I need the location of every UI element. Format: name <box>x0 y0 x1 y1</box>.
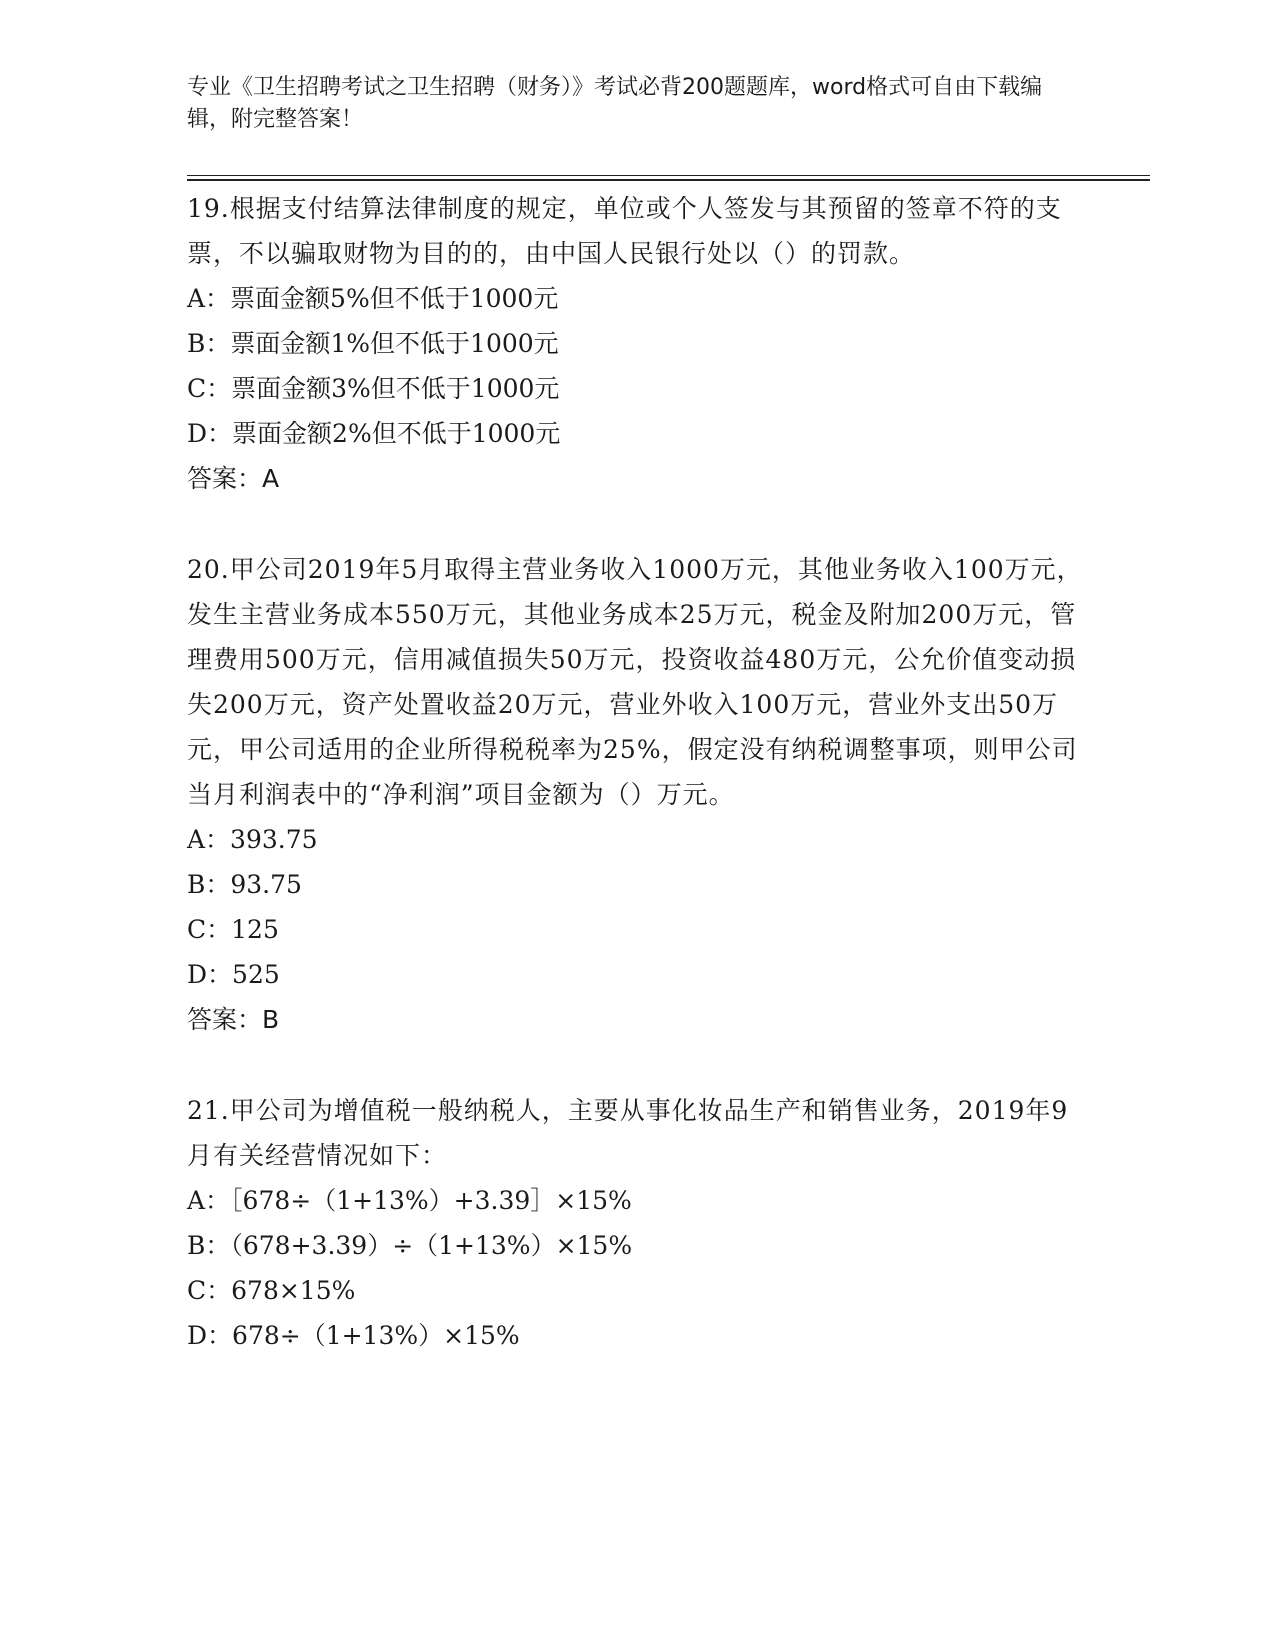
question-text: 20.甲公司2019年5月取得主营业务收入1000万元，其他业务收入100万元，发生主营业务成本550万元，其他业务成本25万元，税金及附加200万元，管理费用500万元，信用减值损失50万元，投资收益480万元，公允价值变动损失200万元，资产处置收益20万元，营业外收入100万元，营业外支出50万元，甲公司适用的企业所得税税率为25%，假定没有纳税调整事项，则甲公司当月利润表中的“净利润”项目金额为（）万元。 <box>187 555 1083 809</box>
option-b: B：93.75 <box>187 870 302 899</box>
option-b: B：（678+3.39）÷（1+13%）×15% <box>187 1231 633 1260</box>
option-c: C：票面金额3%但不低于1000元 <box>187 374 560 403</box>
option-c: C：678×15% <box>187 1276 356 1305</box>
header-divider-thin <box>187 175 1150 176</box>
question-spacer <box>187 501 1087 547</box>
option-b: B：票面金额1%但不低于1000元 <box>187 329 559 358</box>
option-d: D：678÷（1+13%）×15% <box>187 1321 520 1350</box>
question-list <box>187 186 1087 1358</box>
answer-line: 答案：A <box>187 464 280 493</box>
option-a: A：［678÷（1+13%）+3.39］×15% <box>187 1186 632 1215</box>
answer-line: 答案：B <box>187 1005 280 1034</box>
option-a: A：票面金额5%但不低于1000元 <box>187 284 559 313</box>
option-d: D：525 <box>187 960 280 989</box>
question-spacer <box>187 1042 1087 1088</box>
question-19 <box>187 186 1087 501</box>
option-d: D：票面金额2%但不低于1000元 <box>187 419 561 448</box>
option-c: C：125 <box>187 915 279 944</box>
question-21 <box>187 1088 1087 1358</box>
question-text: 19.根据支付结算法律制度的规定，单位或个人签发与其预留的签章不符的支票，不以骗取财物为目的的，由中国人民银行处以（）的罚款。 <box>187 194 1062 268</box>
question-text: 21.甲公司为增值税一般纳税人，主要从事化妆品生产和销售业务，2019年9月有关经营情况如下： <box>187 1096 1069 1170</box>
header-divider-thick <box>187 179 1150 181</box>
question-20 <box>187 547 1087 1042</box>
document-header: 专业《卫生招聘考试之卫生招聘（财务）》考试必背200题题库，word格式可自由下载编辑，附完整答案！ <box>187 75 1043 132</box>
option-a: A：393.75 <box>187 825 318 854</box>
